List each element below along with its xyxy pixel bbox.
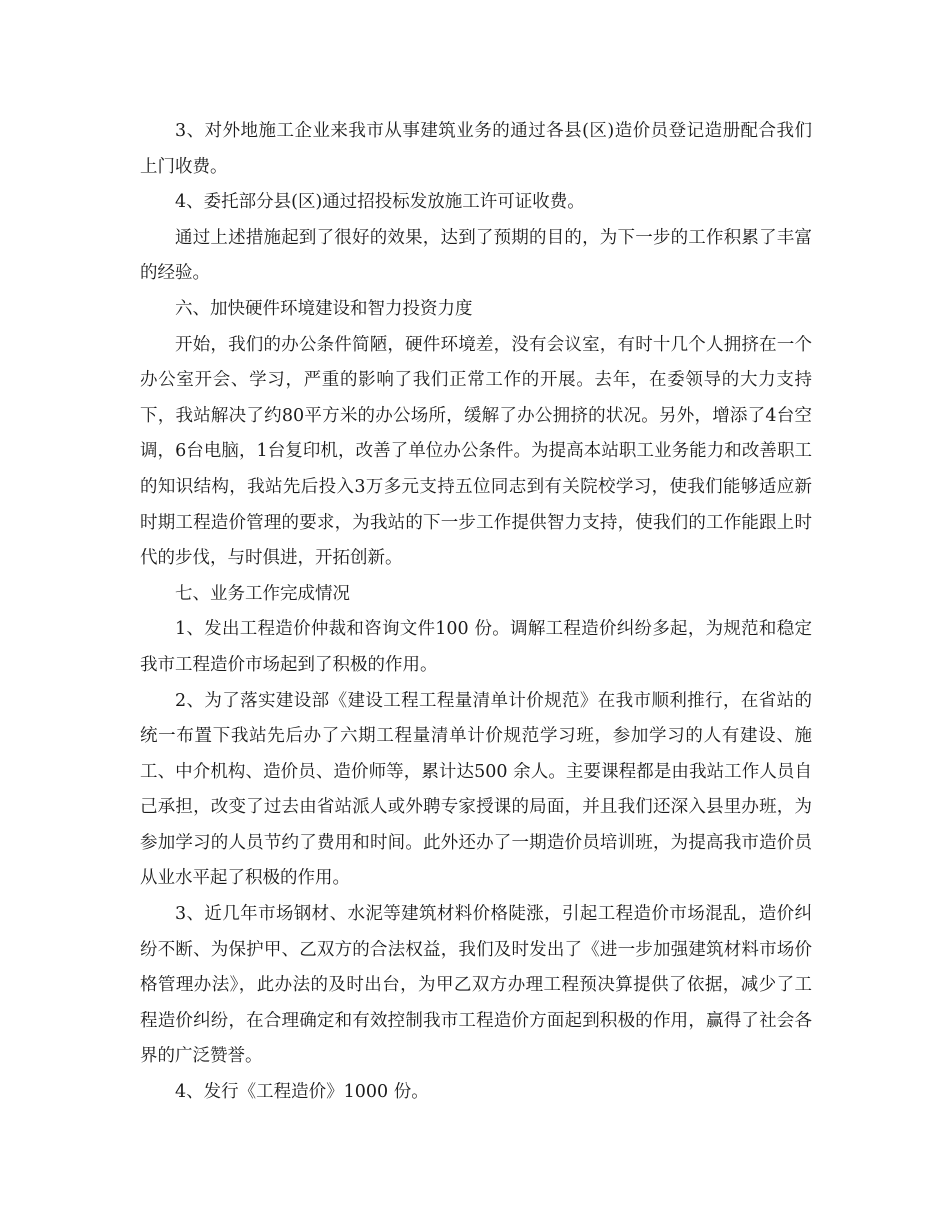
section-heading-six: 六、加快硬件环境建设和智力投资力度 xyxy=(175,298,473,319)
document-body xyxy=(140,114,812,1111)
paragraph-results-summary: 通过上述措施起到了很好的效果，达到了预期的目的，为下一步的工作积累了丰富的经验。 xyxy=(140,227,812,284)
section-heading-seven: 七、业务工作完成情况 xyxy=(175,583,350,604)
paragraph-item-2-training: 2、为了落实建设部《建设工程工程量清单计价规范》在我市顺利推行，在省站的统一布置下我站先后办了六期工程量清单计价规范学习班，参加学习的人有建设、施工、中介机构、造价员、造价师等，累计达500 余人。主要课程都是由我站工作人员自己承担，改变了过去由省站派人或外聘专家授课的局面，并且我们还深入县里办班，为参加学习的人员节约了费用和时间。此外还办了一期造价员培训班，为提高我市造价员从业水平起了积极的作用。 xyxy=(140,690,812,889)
paragraph-item-4-publication: 4、发行《工程造价》1000 份。 xyxy=(175,1082,429,1103)
paragraph-item-3-material-prices: 3、近几年市场钢材、水泥等建筑材料价格陡涨，引起工程造价市场混乱，造价纠纷不断、为保护甲、乙双方的合法权益，我们及时发出了《进一步加强建筑材料市场价格管理办法》，此办法的及时出台，为甲乙双方办理工程预决算提供了依据，减少了工程造价纠纷，在合理确定和有效控制我市工程造价方面起到积极的作用，赢得了社会各界的广泛赞誉。 xyxy=(140,904,812,1067)
paragraph-office-conditions: 开始，我们的办公条件简陋，硬件环境差，没有会议室，有时十几个人拥挤在一个办公室开会、学习，严重的影响了我们正常工作的开展。去年，在委领导的大力支持下，我站解决了约80平方米的办公场所，缓解了办公拥挤的状况。另外，增添了4台空调，6台电脑，1台复印机，改善了单位办公条件。为提高本站职工业务能力和改善职工的知识结构，我站先后投入3万多元支持五位同志到有关院校学习，使我们能够适应新时期工程造价管理的要求，为我站的下一步工作提供智力支持，使我们的工作能跟上时代的步伐，与时俱进，开拓创新。 xyxy=(140,334,812,569)
paragraph-item-3-fee-collection: 3、对外地施工企业来我市从事建筑业务的通过各县(区)造价员登记造册配合我们上门收费。 xyxy=(140,121,812,177)
paragraph-item-1-arbitration: 1、发出工程造价仲裁和咨询文件100 份。调解工程造价纠纷多起，为规范和稳定我市工程造价市场起到了积极的作用。 xyxy=(140,619,812,675)
paragraph-item-4-permit-fees: 4、委托部分县(区)通过招投标发放施工许可证收费。 xyxy=(175,192,585,213)
